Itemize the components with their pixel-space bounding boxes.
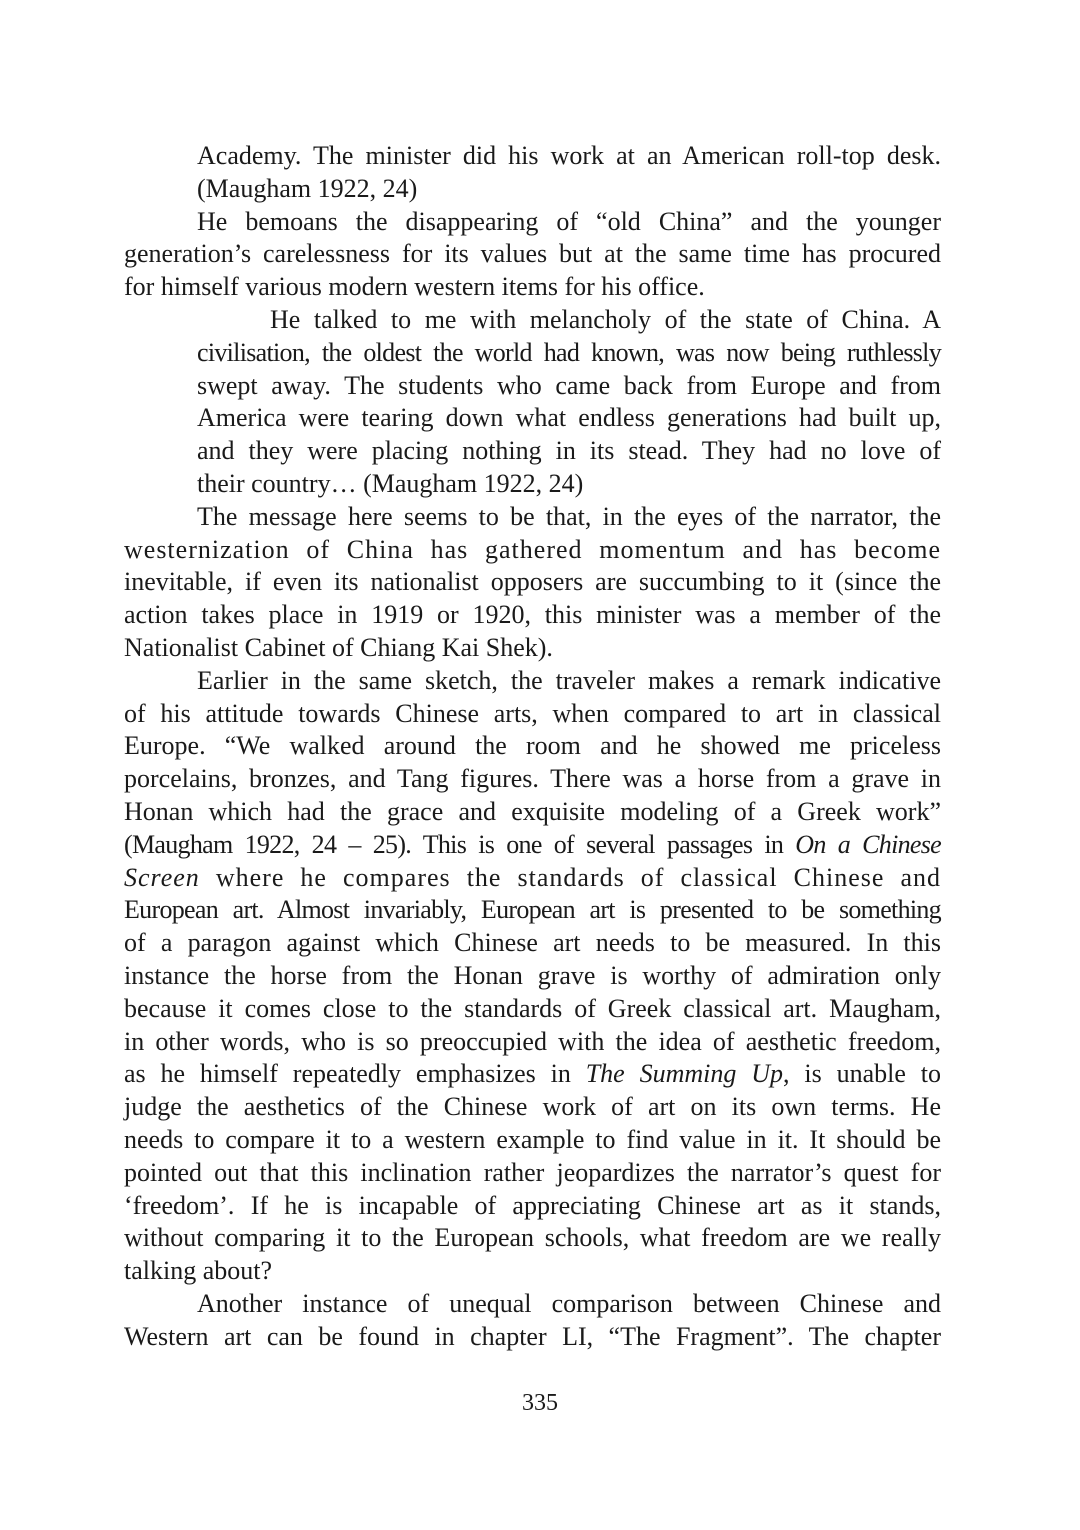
text-line: talking about?	[124, 1256, 273, 1286]
text-line: America were tearing down what endless generations had built up,	[197, 403, 941, 433]
book-title: Screen	[124, 862, 200, 892]
paragraph	[124, 206, 941, 304]
text-line: civilisation, the oldest the world had known, was now being ruthlessly	[197, 337, 941, 367]
text-line: Western art can be found in chapter LI, “The Fragment”. The chapter	[124, 1321, 941, 1351]
text-run: as he himself repeatedly emphasizes in	[124, 1059, 586, 1089]
book-title: The Summing Up	[585, 1059, 784, 1089]
text-line: of a paragon against which Chinese art needs to be measured. In this	[124, 928, 941, 958]
text-line: because it comes close to the standards of Greek classical art. Maugham,	[124, 993, 941, 1023]
text-line: without comparing it to the European schools, what freedom are we really	[124, 1223, 941, 1253]
text-line: instance the horse from the Honan grave is worthy of admiration only	[124, 960, 941, 990]
paragraph	[124, 1288, 941, 1354]
text-line: The message here seems to be that, in the eyes of the narrator, the	[197, 501, 941, 531]
page-body	[124, 140, 941, 1353]
text-run: where he compares the standards of classical Chinese and	[199, 862, 941, 892]
text-line: generation’s carelessness for its values but at the same time has procured	[124, 239, 941, 269]
text-line: needs to compare it to a western example to find value in it. It should be	[124, 1124, 941, 1154]
text-line: Honan which had the grace and exquisite modeling of a Greek work”	[124, 796, 941, 826]
text-line	[124, 1058, 941, 1091]
block-quote	[124, 304, 941, 501]
text-line: action takes place in 1919 or 1920, this minister was a member of the	[124, 600, 941, 630]
text-line: westernization of China has gathered momentum and has become	[124, 534, 941, 564]
text-run: (Maugham 1922, 24 – 25). This is one of several passages in	[124, 829, 796, 859]
text-line: ‘freedom’. If he is incapable of appreciating Chinese art as it stands,	[124, 1190, 941, 1220]
text-line: Nationalist Cabinet of Chiang Kai Shek).	[124, 632, 553, 662]
text-line: and they were placing nothing in its stead. They had no love of	[197, 436, 941, 466]
text-line: their country… (Maugham 1922, 24)	[197, 468, 584, 498]
text-line: pointed out that this inclination rather jeopardizes the narrator’s quest for	[124, 1157, 941, 1187]
text-line: swept away. The students who came back from Europe and from	[197, 370, 941, 400]
text-line: judge the aesthetics of the Chinese work of art on its own terms. He	[124, 1092, 941, 1122]
text-line: Another instance of unequal comparison between Chinese and	[197, 1288, 941, 1318]
text-line: porcelains, bronzes, and Tang figures. There was a horse from a grave in	[124, 764, 941, 794]
text-line: of his attitude towards Chinese arts, when compared to art in classical	[124, 698, 941, 728]
text-line: Earlier in the same sketch, the traveler makes a remark indicative	[197, 665, 941, 695]
text-line: for himself various modern western items for his office.	[124, 272, 705, 302]
text-line: inevitable, if even its nationalist opposers are succumbing to it (since the	[124, 567, 941, 597]
paragraph	[124, 501, 941, 665]
text-run: , is unable to	[783, 1059, 941, 1089]
quote-continuation	[124, 140, 941, 206]
page-number: 335	[522, 1390, 558, 1416]
text-line	[124, 829, 941, 862]
book-title: On a Chinese	[795, 829, 941, 859]
text-line: (Maugham 1922, 24)	[197, 173, 418, 203]
paragraph	[124, 665, 941, 1288]
text-line: European art. Almost invariably, European art is presented to be something	[124, 895, 941, 925]
text-line: He bemoans the disappearing of “old China” and the younger	[197, 206, 941, 236]
text-line: Academy. The minister did his work at an American roll-top desk.	[197, 141, 941, 170]
text-line: Europe. “We walked around the room and he showed me priceless	[124, 731, 941, 761]
text-line: He talked to me with melancholy of the state of China. A	[270, 304, 941, 334]
text-line: in other words, who is so preoccupied with the idea of aesthetic freedom,	[124, 1026, 941, 1056]
text-line	[124, 862, 941, 895]
